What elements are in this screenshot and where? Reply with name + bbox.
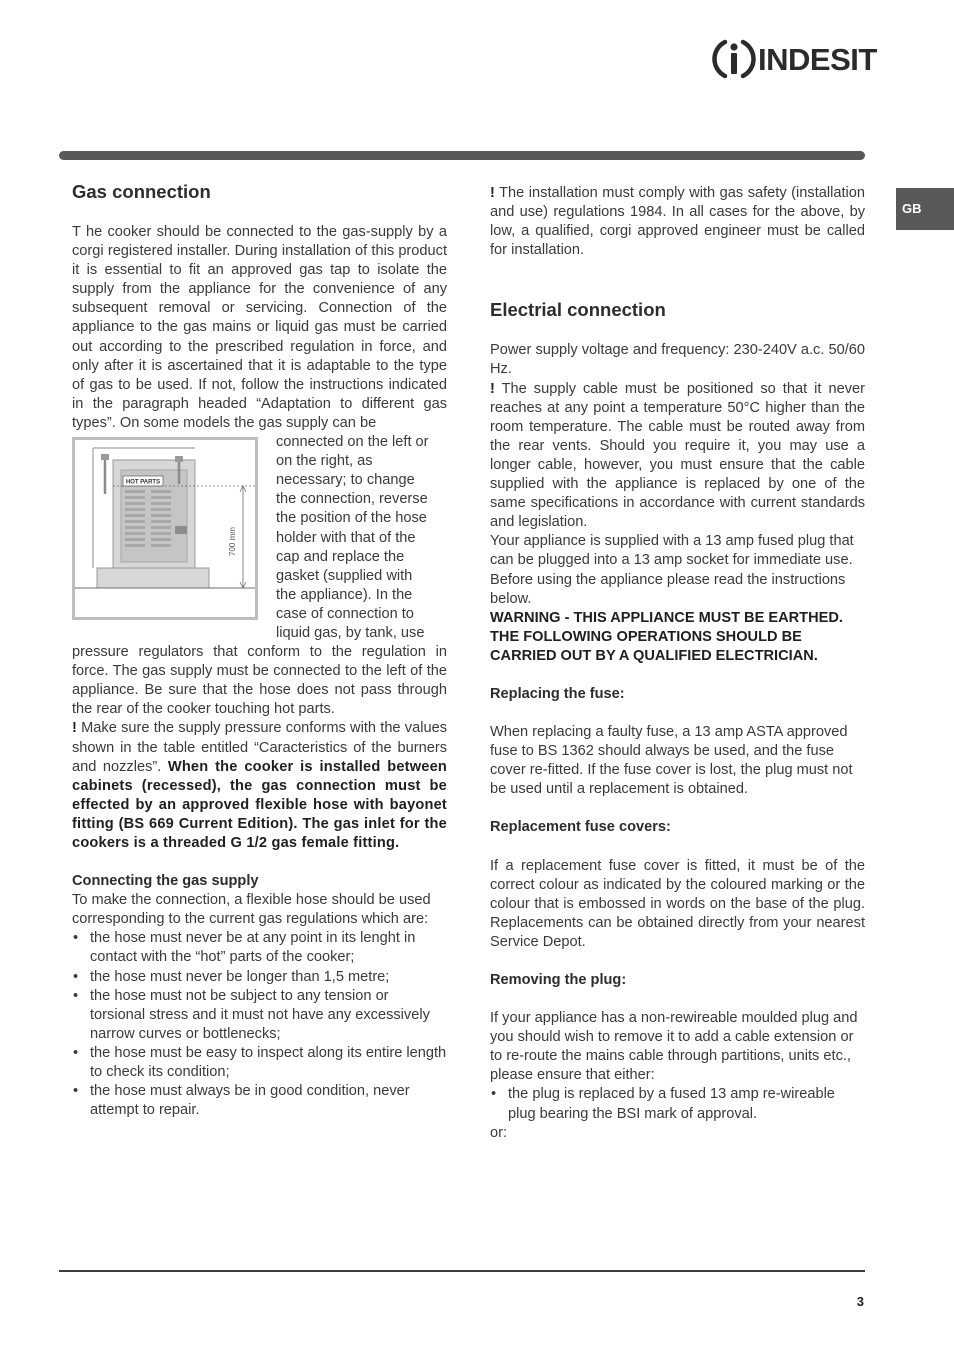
left-column xyxy=(72,180,447,1120)
dimension-700mm-label: 700 mm xyxy=(228,527,237,557)
cooker-diagram xyxy=(75,440,255,617)
hot-parts-label: HOT PARTS xyxy=(125,479,161,486)
pressure-note-text: Make sure the supply pressure conforms with the values shown in the table entitled “Caracteristics of the burners and nozzles”. xyxy=(72,720,447,775)
recessed-installation-note: When the cooker is installed between cabinets (recessed), the gas connection must be effected by an approved flexible hose with bayonet fitting (BS 669 Current Edition). The gas inlet for the cookers is a threaded G 1/2 gas female fitting. xyxy=(72,758,448,851)
cable-note xyxy=(490,380,865,533)
right-column xyxy=(490,184,865,1143)
replacing-fuse-text: When replacing a faulty fuse, a 13 amp ASTA approved fuse to BS 1362 should always be used, and the fuse cover re-fitted. If the fuse cover is lost, the plug must not be used until a replacement is obtained. xyxy=(490,724,853,798)
list-item: • the hose must always be in good condition, never attempt to repair. xyxy=(72,1082,447,1120)
warning-mark: ! xyxy=(490,185,495,201)
installation-compliance-note xyxy=(490,184,865,260)
list-item: • the hose must not be subject to any tension or torsional stress and it must not have any excessively narrow curves or bottlenecks; xyxy=(72,987,447,1044)
wrap-line: holder with that of the xyxy=(276,529,416,546)
page-number: 3 xyxy=(856,1294,864,1309)
gas-connection-heading: Gas connection xyxy=(72,181,211,202)
wrap-line: gasket (supplied with xyxy=(276,567,413,584)
wrap-line: case of connection to xyxy=(276,605,414,622)
footer-divider xyxy=(59,1270,865,1272)
removing-plug-text: If your appliance has a non-rewireable moulded plug and you should wish to remove it to add a cable extension or to re-route the mains cable through partitions, units etc., please ensure that either: xyxy=(490,1010,858,1084)
pressure-note xyxy=(72,719,447,853)
list-item: • the hose must be easy to inspect along its entire length to check its condition; xyxy=(72,1044,447,1082)
wrap-line: liquid gas, by tank, use xyxy=(276,624,425,641)
replacing-fuse-heading: Replacing the fuse: xyxy=(490,685,625,702)
language-tab-gb: GB xyxy=(896,188,954,230)
installation-compliance-text: The installation must comply with gas safety (installation and use) regulations 1984. In all cases for the above, by low, a qualified, corgi approved engineer must be called for installation. xyxy=(490,185,865,259)
wrap-line: the appliance). In the xyxy=(276,586,413,603)
wrap-line: the position of the hose xyxy=(276,510,427,527)
brand-name: INDESIT xyxy=(758,42,877,77)
power-supply-text: Power supply voltage and frequency: 230-240V a.c. 50/60 Hz. xyxy=(490,342,865,378)
wrap-line: on the right, as xyxy=(276,453,373,470)
hose-rules-list xyxy=(72,929,447,1120)
wrap-line: connected on the left or xyxy=(276,434,429,451)
connecting-gas-supply-heading: Connecting the gas supply xyxy=(72,873,259,890)
warning-mark: ! xyxy=(72,720,77,737)
header-divider xyxy=(59,151,865,160)
cooker-installation-figure xyxy=(72,437,258,620)
cable-note-text: The supply cable must be positioned so that it never reaches at any point a temperature 50°C higher than the room temperature. The cable must be routed away from the rear vents. Should you require it, you may use a longer cable, however, you must ensure that the cable supplied with the appliance is replaced by one of the same specifications in accordance with current standards and legislation. xyxy=(490,380,865,531)
plug-options-list xyxy=(490,1085,865,1123)
electrical-connection-heading: Electrial connection xyxy=(490,299,666,321)
earthing-warning: WARNING - THIS APPLIANCE MUST BE EARTHED. xyxy=(490,609,843,626)
electrician-warning: THE FOLLOWING OPERATIONS SHOULD BE CARRIED OUT BY A QUALIFIED ELECTRICIAN. xyxy=(490,628,818,664)
or-text: or: xyxy=(490,1124,508,1141)
fuse-covers-heading: Replacement fuse covers: xyxy=(490,819,671,836)
removing-plug-heading: Removing the plug: xyxy=(490,972,627,988)
list-item: • the hose must never be longer than 1,5 metre; xyxy=(72,968,447,987)
list-item: • the hose must never be at any point in its lenght in contact with the “hot” parts of the cooker; xyxy=(72,929,447,967)
list-item: • the plug is replaced by a fused 13 amp re-wireable plug bearing the BSI mark of approval. xyxy=(490,1085,865,1123)
plug-note: Your appliance is supplied with a 13 amp fused plug that can be plugged into a 13 amp socket for immediate use. Before using the appliance please read the instructions below. xyxy=(490,533,854,607)
indesit-logo-icon xyxy=(712,36,756,82)
warning-mark: ! xyxy=(490,380,495,397)
gas-intro-continued: pressure regulators that conform to the regulation in force. The gas supply must be connected to the left of the appliance. Be sure that the hose does not pass through the rear of the cooker touching hot parts. xyxy=(72,644,447,718)
wrap-line: cap and replace the xyxy=(276,548,405,565)
fuse-covers-text: If a replacement fuse cover is fitted, it must be of the correct colour as indicated by the coloured marking or the colour that is embossed in words on the base of the plug. Replacements can be obtained directly from your nearest Service Depot. xyxy=(490,857,865,950)
wrap-line: the connection, reverse xyxy=(276,491,428,508)
supply-intro: To make the connection, a flexible hose should be used corresponding to the current gas regulations which are: xyxy=(72,892,431,928)
indesit-logo xyxy=(712,36,877,82)
gas-intro: T he cooker should be connected to the gas-supply by a corgi registered installer. During installation of this product it is essential to fit an approved gas tap to isolate the supply from the appliance for the convenience of any subsequent removal or servicing. Connection of the appliance to the gas mains or liquid gas must be carried out according to the prescribed regulation in force, and only after it is ascertained that it is adaptable to the type of gas to be used. If not, follow the instructions indicated in the paragraph headed “Adaptation to different gas types”. On some models the gas supply can be xyxy=(72,224,447,431)
wrap-line: necessary; to change xyxy=(276,472,415,489)
